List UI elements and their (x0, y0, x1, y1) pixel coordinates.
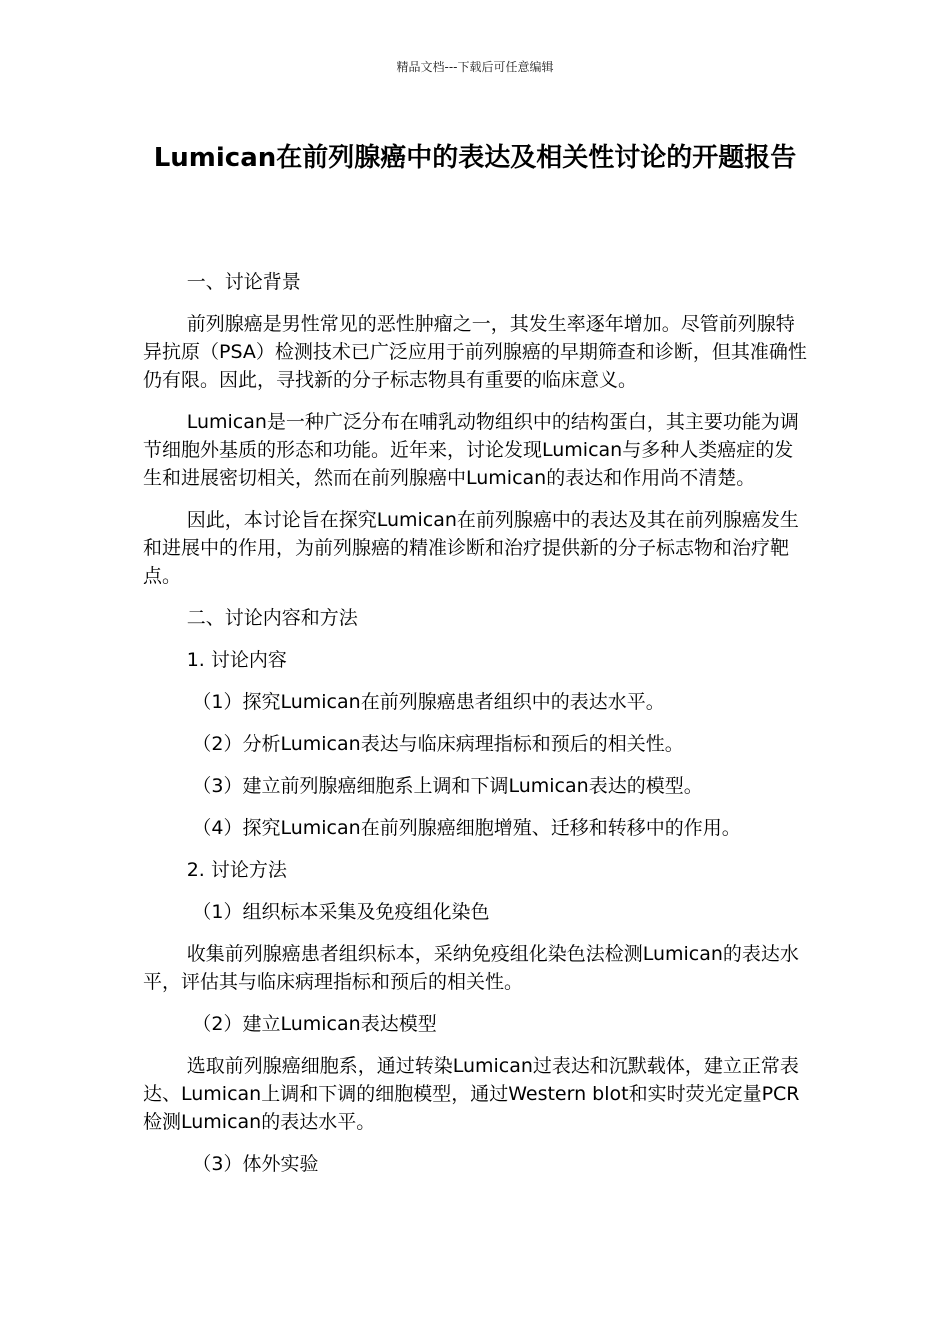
content-item-3: （3）建立前列腺癌细胞系上调和下调Lumican表达的模型。 (192, 775, 703, 797)
content-item-2: （2）分析Lumican表达与临床病理指标和预后的相关性。 (192, 733, 684, 755)
paragraph-background-2: Lumican是一种广泛分布在哺乳动物组织中的结构蛋白，其主要功能为调节细胞外基质的形态和功能。近年来，讨论发现Lumican与多种人类癌症的发生和进展密切相关，然而在前列腺癌中Lumican的表达和作用尚不清楚。 (143, 411, 799, 489)
paragraph-background-3: 因此，本讨论旨在探究Lumican在前列腺癌中的表达及其在前列腺癌发生和进展中的作用，为前列腺癌的精准诊断和治疗提供新的分子标志物和治疗靶点。 (143, 509, 799, 587)
method-item-3: （3）体外实验 (192, 1153, 319, 1175)
content-item-4: （4）探究Lumican在前列腺癌细胞增殖、迁移和转移中的作用。 (192, 817, 741, 839)
method-item-2: （2）建立Lumican表达模型 (192, 1013, 437, 1035)
paragraph-method-2: 选取前列腺癌细胞系，通过转染Lumican过表达和沉默载体，建立正常表达、Lumican上调和下调的细胞模型，通过Western blot和实时荧光定量PCR检测Lumican的表达水平。 (143, 1055, 800, 1133)
section-heading-background: 一、讨论背景 (186, 271, 301, 293)
paragraph-method-1: 收集前列腺癌患者组织标本，采纳免疫组化染色法检测Lumican的表达水平，评估其与临床病理指标和预后的相关性。 (143, 943, 799, 993)
method-item-1: （1）组织标本采集及免疫组化染色 (192, 901, 490, 923)
document-title: Lumican在前列腺癌中的表达及相关性讨论的开题报告 (153, 143, 797, 173)
subheading-content: 1. 讨论内容 (186, 649, 287, 671)
document-body (143, 268, 807, 1192)
header-note: 精品文档---下载后可任意编辑 (396, 60, 554, 74)
section-heading-content: 二、讨论内容和方法 (186, 607, 358, 629)
subheading-method: 2. 讨论方法 (186, 859, 287, 881)
content-item-1: （1）探究Lumican在前列腺癌患者组织中的表达水平。 (192, 691, 665, 713)
paragraph-background-1: 前列腺癌是男性常见的恶性肿瘤之一，其发生率逐年增加。尽管前列腺特异抗原（PSA）检测技术已广泛应用于前列腺癌的早期筛查和诊断，但其准确性仍有限。因此，寻找新的分子标志物具有重要的临床意义。 (143, 313, 807, 391)
